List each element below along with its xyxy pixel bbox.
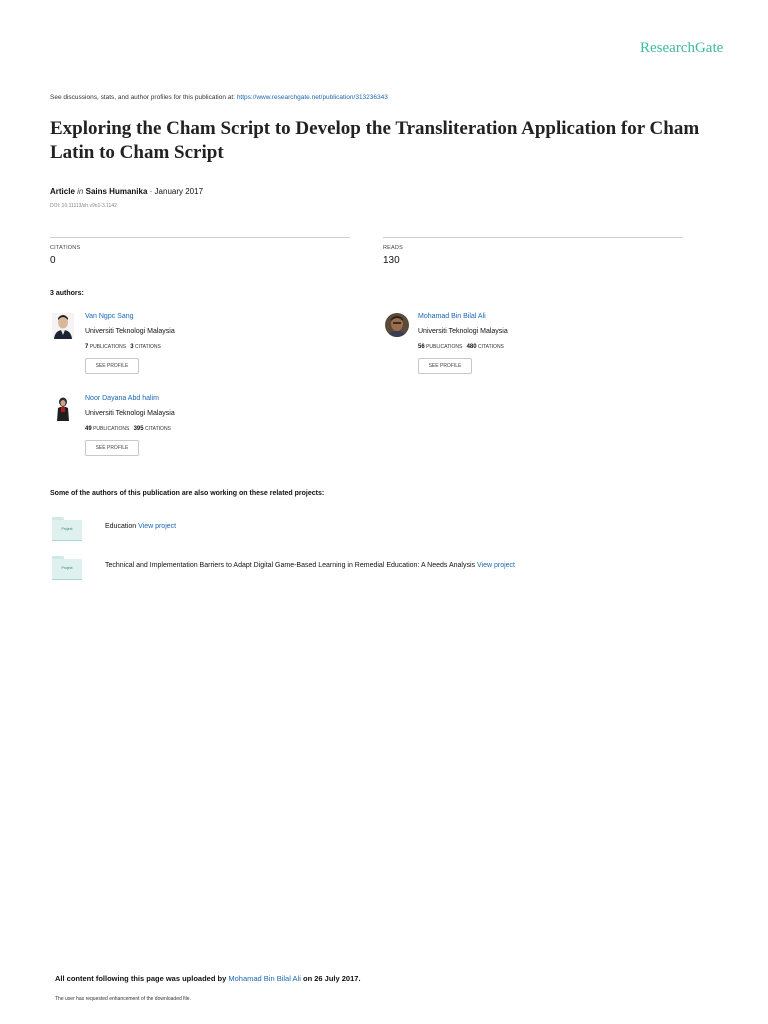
publications-label: PUBLICATIONS [89, 344, 127, 350]
project-icon-label: Project [52, 559, 82, 580]
author-institution: Universiti Teknologi Malaysia [418, 328, 508, 335]
see-profile-button[interactable]: SEE PROFILE [85, 358, 139, 374]
publication-count: 7 [85, 344, 89, 350]
author-card [385, 313, 685, 393]
discussion-line [50, 94, 388, 101]
enhancement-note: The user has requested enhancement of the downloaded file. [55, 996, 191, 1002]
view-project-link[interactable]: View project [477, 562, 516, 569]
researchgate-logo[interactable]: ResearchGate [640, 40, 724, 56]
publications-label: PUBLICATIONS [93, 426, 130, 432]
citations-divider [50, 237, 350, 238]
avatar[interactable] [52, 313, 74, 339]
publications-label: PUBLICATIONS [426, 344, 463, 350]
reads-label: READS [383, 245, 403, 251]
uploader-link[interactable]: Mohamad Bin Bilal Ali [228, 974, 301, 983]
paper-doi: DOI: 10.11113/sh.v9n1-3.1142 [50, 203, 117, 209]
authors-heading: 3 authors: [50, 290, 84, 297]
author-stats [85, 344, 161, 350]
project-item [52, 556, 732, 580]
project-title: Education [105, 523, 137, 530]
publication-count: 49 [85, 426, 92, 432]
citations-label: CITATIONS [134, 344, 161, 350]
project-folder-icon[interactable] [52, 517, 82, 541]
discussion-text: See discussions, stats, and author profiles for this publication at: [50, 94, 235, 101]
project-text [105, 523, 176, 530]
publication-url-link[interactable]: https://www.researchgate.net/publication/313236343 [236, 94, 388, 101]
author-stats [85, 426, 171, 432]
avatar[interactable] [52, 395, 74, 421]
author-name-link[interactable]: Noor Dayana Abd halim [85, 395, 159, 402]
paper-type: Article [50, 187, 75, 196]
citations-value: 0 [50, 255, 56, 266]
related-projects-heading: Some of the authors of this publication are also working on these related projects: [50, 490, 325, 497]
citation-count: 3 [130, 344, 134, 350]
paper-date: · January 2017 [149, 187, 204, 196]
upload-info [55, 974, 361, 983]
author-card [52, 395, 352, 475]
project-icon-label: Project [52, 520, 82, 541]
avatar[interactable] [385, 313, 409, 337]
citations-label: CITATIONS [144, 426, 171, 432]
reads-divider [383, 237, 683, 238]
author-institution: Universiti Teknologi Malaysia [85, 410, 175, 417]
citations-label: CITATIONS [50, 245, 81, 251]
journal-name[interactable]: Sains Humanika [85, 187, 148, 196]
view-project-link[interactable]: View project [138, 523, 177, 530]
citation-count: 395 [133, 426, 144, 432]
project-text [105, 562, 515, 569]
author-name-link[interactable]: Mohamad Bin Bilal Ali [418, 313, 486, 320]
paper-title: Exploring the Cham Script to Develop the Transliteration Application for Cham Latin to Cham Script [50, 118, 700, 163]
project-item [52, 517, 732, 541]
project-title: Technical and Implementation Barriers to Adapt Digital Game-Based Learning in Remedial Education: A Needs Analysis [105, 562, 476, 569]
upload-prefix: All content following this page was uploaded by [55, 974, 227, 983]
author-stats [418, 344, 504, 350]
author-institution: Universiti Teknologi Malaysia [85, 328, 175, 335]
reads-value: 130 [383, 255, 400, 266]
paper-meta [50, 187, 203, 196]
project-folder-icon[interactable] [52, 556, 82, 580]
in-word: in [77, 187, 84, 196]
citations-label: CITATIONS [477, 344, 504, 350]
publication-count: 56 [418, 344, 425, 350]
see-profile-button[interactable]: SEE PROFILE [85, 440, 139, 456]
upload-suffix: on 26 July 2017. [303, 974, 361, 983]
citation-count: 480 [466, 344, 477, 350]
author-name-link[interactable]: Van Ngpc Sang [85, 313, 134, 320]
author-card [52, 313, 352, 393]
see-profile-button[interactable]: SEE PROFILE [418, 358, 472, 374]
